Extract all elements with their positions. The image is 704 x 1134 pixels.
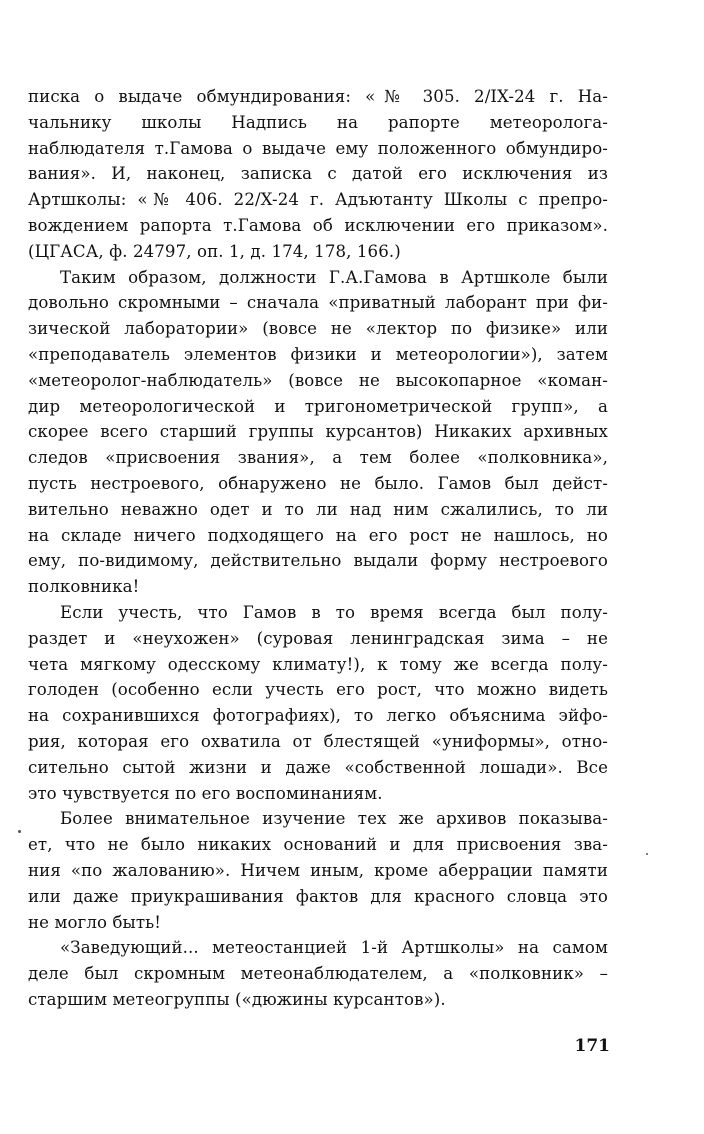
text-line: голоден (особенно если учесть его рост, что можно видеть [28, 680, 608, 700]
text-line: не могло быть! [28, 912, 162, 932]
text-line: наблюдателя т.Гамова о выдаче ему положенного обмундиро- [28, 138, 608, 158]
text-line: пусть нестроевого, обнаружено не было. Гамов был дейст- [28, 473, 608, 493]
text-line: дир метеорологической и тригонометрической групп», а [28, 396, 608, 416]
text-line: ему, по-видимому, действительно выдали форму нестроевого [28, 551, 608, 571]
text-line: это чувствуется по его воспоминаниям. [28, 783, 383, 803]
text-line: чета мягкому одесскому климату!), к тому же всегда полу- [28, 654, 608, 674]
text-line: Таким образом, должности Г.А.Гамова в Артшколе были [60, 267, 608, 287]
text-line: следов «присвоения звания», а тем более «полковника», [28, 448, 608, 468]
text-line: сительно сытой жизни и даже «собственной лошади». Все [28, 757, 608, 777]
text-line: на сохранившихся фотографиях), то легко объяснима эйфо- [28, 706, 608, 726]
scan-speck [18, 830, 21, 833]
text-line: «преподаватель элементов физики и метеорологии»), затем [28, 344, 608, 364]
text-line: вительно неважно одет и то ли над ним сжалились, то ли [28, 499, 608, 519]
text-line: писка о выдаче обмундирования: «№ 305. 2/IX-24 г. На- [28, 87, 608, 106]
text-line: вождением рапорта т.Гамова об исключении его приказом». [28, 215, 608, 235]
text-line: скорее всего старший группы курсантов) Никаких архивных [28, 422, 608, 442]
text-line: зической лаборатории» (вовсе не «лектор по физике» или [28, 319, 608, 339]
text-line: полковника! [28, 577, 140, 597]
text-line: или даже приукрашивания фактов для красного словца это [28, 886, 608, 906]
scan-speck [646, 853, 648, 855]
text-line: ет, что не было никаких оснований и для присвоения зва- [28, 835, 608, 855]
text-line: довольно скромными – сначала «приватный лаборант при фи- [28, 293, 608, 313]
text-line: деле был скромным метеонаблюдателем, а «полковник» – [28, 964, 608, 984]
text-line: старшим метеогруппы («дюжины курсантов»). [28, 989, 446, 1009]
text-line: Артшколы: «№ 406. 22/X-24 г. Адъютанту Школы с препро- [28, 190, 608, 210]
text-line: (ЦГАСА, ф. 24797, оп. 1, д. 174, 178, 166.) [28, 241, 401, 261]
text-line: вания». И, наконец, записка с датой его исключения из [28, 164, 608, 184]
text-line: на складе ничего подходящего на его рост не нашлось, но [28, 525, 608, 545]
page-number: 171 [574, 1036, 610, 1056]
text-line: Если учесть, что Гамов в то время всегда был полу- [60, 602, 608, 622]
text-line: рия, которая его охватила от блестящей «униформы», отно- [28, 731, 608, 751]
text-line: чальнику школы Надпись на рапорте метеоролога- [28, 112, 608, 132]
text-line: «метеоролог-наблюдатель» (вовсе не высокопарное «коман- [28, 370, 608, 390]
text-line: ния «по жалованию». Ничем иным, кроме аберрации памяти [28, 860, 608, 880]
text-line: «Заведующий... метеостанцией 1-й Артшколы» на самом [60, 938, 608, 958]
text-line: раздет и «неухожен» (суровая ленинградская зима – не [28, 628, 608, 648]
text-line: Более внимательное изучение тех же архивов показыва- [60, 809, 608, 829]
book-page-text [28, 84, 608, 1013]
